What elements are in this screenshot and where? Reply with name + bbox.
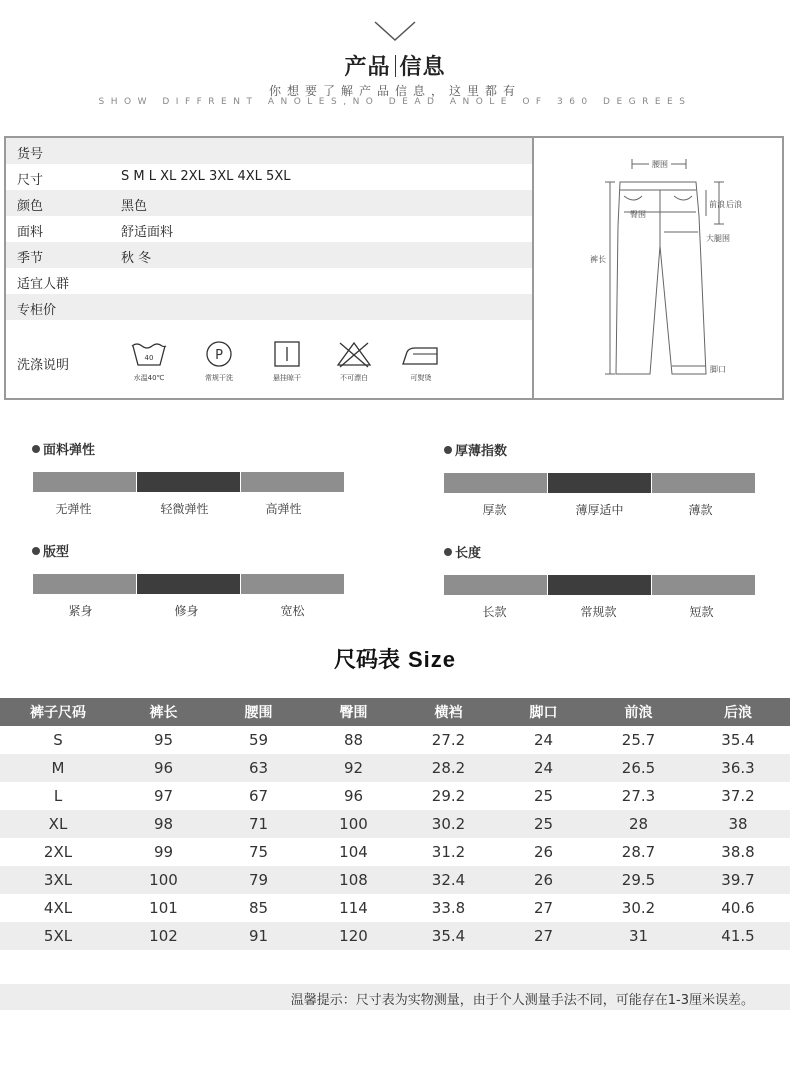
attribute-option: 宽松 bbox=[280, 604, 305, 618]
wash-item bbox=[391, 340, 451, 383]
attribute-segment-selected bbox=[137, 574, 240, 594]
no-bleach-icon bbox=[334, 340, 374, 368]
table-cell: 41.5 bbox=[686, 922, 790, 950]
table-cell: 91 bbox=[211, 922, 306, 950]
table-row bbox=[0, 922, 790, 950]
table-cell: 35.4 bbox=[401, 922, 496, 950]
table-cell: 88 bbox=[343, 731, 364, 749]
info-label: 尺寸 bbox=[17, 173, 44, 188]
table-header-row bbox=[0, 698, 790, 726]
info-value: 黑色 bbox=[121, 199, 148, 214]
attribute-title: 长度 bbox=[444, 542, 481, 561]
product-info-table bbox=[4, 136, 784, 400]
table-cell: 104 bbox=[339, 843, 368, 861]
table-cell: 26 bbox=[496, 866, 591, 894]
subtitle-english: SHOW DIFFRENT ANOLES,NO DEAD ANOLE OF 360 DEGREES bbox=[98, 97, 692, 107]
diagram-hip-label: 臀围 bbox=[630, 210, 646, 219]
attribute-title: 版型 bbox=[32, 541, 69, 560]
attribute-segment bbox=[444, 473, 547, 493]
table-cell: 120 bbox=[306, 922, 401, 950]
table-cell: 38.8 bbox=[721, 843, 755, 861]
table-row bbox=[0, 754, 790, 782]
table-cell: 27 bbox=[533, 899, 554, 917]
table-cell: 26.5 bbox=[591, 754, 686, 782]
wash-caption: 悬挂晾干 bbox=[273, 374, 301, 382]
wash-caption: 不可漂白 bbox=[340, 374, 368, 382]
table-cell: 30.2 bbox=[621, 899, 656, 917]
info-label: 季节 bbox=[17, 251, 44, 266]
attribute-option: 薄厚适中 bbox=[575, 503, 624, 517]
table-cell: 75 bbox=[248, 843, 269, 861]
attribute-option: 薄款 bbox=[688, 503, 713, 517]
attribute-segment-selected bbox=[137, 472, 240, 492]
table-cell: S bbox=[53, 731, 63, 749]
wash-instructions-label: 洗涤说明 bbox=[17, 358, 70, 373]
size-chart-title-en: Size bbox=[407, 647, 457, 672]
table-cell: 26 bbox=[533, 843, 554, 861]
table-cell: 2XL bbox=[43, 843, 73, 861]
tip-text: 温馨提示：尺寸表为实物测量，由于个人测量手法不同，可能存在1-3厘米误差。 bbox=[290, 993, 754, 1008]
table-cell: 67 bbox=[248, 787, 269, 805]
attribute-segment bbox=[652, 473, 755, 493]
bullet-icon bbox=[444, 446, 452, 454]
wash-item bbox=[119, 340, 179, 383]
info-value: S M L XL 2XL 3XL 4XL 5XL bbox=[121, 169, 291, 184]
table-cell: 27.3 bbox=[621, 787, 656, 805]
info-label: 货号 bbox=[17, 147, 44, 162]
table-cell: 100 bbox=[306, 810, 401, 838]
bullet-icon bbox=[32, 547, 40, 555]
column-header: 后浪 bbox=[686, 698, 790, 726]
table-cell: 114 bbox=[339, 899, 368, 917]
table-cell: 96 bbox=[116, 754, 211, 782]
column-header: 脚口 bbox=[496, 698, 591, 726]
attribute-option: 长款 bbox=[482, 605, 507, 619]
info-label: 适宜人群 bbox=[17, 277, 70, 292]
table-cell: 27 bbox=[496, 922, 591, 950]
table-cell: 25 bbox=[496, 810, 591, 838]
info-row bbox=[6, 242, 532, 268]
wash-temp-number: 40 bbox=[144, 354, 154, 362]
table-cell: 38 bbox=[686, 810, 790, 838]
attribute-segment bbox=[241, 472, 344, 492]
attribute-option: 短款 bbox=[689, 605, 714, 619]
table-cell: M bbox=[0, 754, 116, 782]
attribute-segment bbox=[33, 574, 136, 594]
size-table bbox=[0, 698, 790, 950]
table-cell: 79 bbox=[211, 866, 306, 894]
info-divider bbox=[532, 138, 534, 398]
attribute-option: 紧身 bbox=[68, 604, 93, 618]
table-cell: 28 bbox=[591, 810, 686, 838]
table-cell: 27.2 bbox=[431, 731, 466, 749]
info-row bbox=[6, 294, 532, 320]
table-cell: 108 bbox=[306, 866, 401, 894]
column-header: 裤子尺码 bbox=[0, 698, 116, 726]
diagram-back-rise-label: 后浪 bbox=[726, 200, 742, 209]
diagram-length-label: 裤长 bbox=[590, 255, 606, 264]
table-cell: 33.8 bbox=[431, 899, 466, 917]
table-cell: 3XL bbox=[0, 866, 116, 894]
attribute-option: 无弹性 bbox=[55, 502, 92, 516]
table-row bbox=[0, 782, 790, 810]
column-header: 腰围 bbox=[211, 698, 306, 726]
size-chart-title bbox=[0, 643, 790, 674]
section-title bbox=[0, 50, 790, 81]
table-cell: 40.6 bbox=[721, 899, 755, 917]
attribute-segment bbox=[33, 472, 136, 492]
title-left: 产品 bbox=[344, 55, 391, 80]
attribute-title: 厚薄指数 bbox=[444, 440, 507, 459]
table-cell: 28.7 bbox=[621, 843, 656, 861]
table-cell: 28.2 bbox=[401, 754, 496, 782]
bullet-icon bbox=[32, 445, 40, 453]
diagram-waist-label: 腰围 bbox=[652, 160, 668, 169]
attribute-segment-selected bbox=[548, 473, 651, 493]
measurement-tip bbox=[0, 984, 790, 1010]
table-row bbox=[0, 810, 790, 838]
table-cell: 39.7 bbox=[686, 866, 790, 894]
subtitle: 你想要了解产品信息，这里都有 bbox=[268, 84, 521, 98]
table-cell: 37.2 bbox=[721, 787, 755, 805]
column-header: 前浪 bbox=[591, 698, 686, 726]
chevron-down-icon bbox=[373, 20, 417, 42]
column-header: 臀围 bbox=[306, 698, 401, 726]
column-header: 横裆 bbox=[401, 698, 496, 726]
table-cell: 25 bbox=[533, 787, 554, 805]
table-cell: 5XL bbox=[0, 922, 116, 950]
wash-caption: 水温40℃ bbox=[133, 374, 165, 382]
attribute-option: 常规款 bbox=[580, 605, 617, 619]
info-label: 颜色 bbox=[17, 199, 44, 214]
table-cell: 71 bbox=[211, 810, 306, 838]
table-cell: 85 bbox=[248, 899, 269, 917]
attribute-segment bbox=[241, 574, 344, 594]
wash-caption: 常规干洗 bbox=[205, 374, 233, 382]
table-cell: 92 bbox=[306, 754, 401, 782]
column-header: 裤长 bbox=[116, 698, 211, 726]
table-cell: 99 bbox=[153, 843, 174, 861]
info-row bbox=[6, 138, 532, 164]
hang-dry-icon bbox=[267, 340, 307, 368]
attribute-segment bbox=[444, 575, 547, 595]
info-label: 面料 bbox=[17, 225, 44, 240]
iron-icon bbox=[399, 340, 443, 368]
info-row bbox=[6, 268, 532, 294]
size-chart-title-cn: 尺码表 bbox=[333, 648, 400, 673]
info-row bbox=[6, 190, 532, 216]
attribute-option: 轻微弹性 bbox=[160, 502, 209, 516]
table-row bbox=[0, 838, 790, 866]
table-row bbox=[0, 726, 790, 754]
dry-clean-p-icon bbox=[199, 340, 239, 368]
table-cell: 4XL bbox=[43, 899, 73, 917]
title-right: 信息 bbox=[399, 55, 446, 80]
attribute-segment-selected bbox=[548, 575, 651, 595]
wash-caption: 可熨烫 bbox=[410, 374, 432, 382]
table-cell: 97 bbox=[153, 787, 174, 805]
table-cell: 32.4 bbox=[401, 866, 496, 894]
table-cell: 36.3 bbox=[686, 754, 790, 782]
wash-item bbox=[257, 340, 317, 383]
table-cell: 24 bbox=[533, 731, 554, 749]
table-cell: 25.7 bbox=[621, 731, 656, 749]
attribute-option: 厚款 bbox=[482, 503, 507, 517]
attribute-option: 高弹性 bbox=[265, 502, 302, 516]
info-row bbox=[6, 164, 532, 190]
table-cell: 29.2 bbox=[431, 787, 466, 805]
table-row bbox=[0, 866, 790, 894]
pants-measurement-diagram bbox=[546, 146, 774, 390]
table-cell: 100 bbox=[116, 866, 211, 894]
info-row bbox=[6, 216, 532, 242]
table-cell: 95 bbox=[153, 731, 174, 749]
dry-clean-letter: P bbox=[215, 348, 223, 363]
table-cell: L bbox=[53, 787, 63, 805]
diagram-thigh-label: 大腿围 bbox=[706, 234, 730, 243]
table-cell: 59 bbox=[248, 731, 269, 749]
table-cell: 35.4 bbox=[721, 731, 755, 749]
wash-tub-40-icon bbox=[129, 340, 169, 368]
diagram-leg-opening-label: 脚口 bbox=[710, 365, 726, 374]
table-cell: 98 bbox=[116, 810, 211, 838]
attribute-title: 面料弹性 bbox=[32, 439, 95, 458]
attribute-option: 修身 bbox=[174, 604, 199, 618]
table-cell: 96 bbox=[343, 787, 364, 805]
wash-item bbox=[324, 340, 384, 383]
wash-item bbox=[189, 340, 249, 383]
diagram-front-rise-label: 前浪 bbox=[709, 200, 725, 209]
table-cell: 30.2 bbox=[401, 810, 496, 838]
table-cell: 24 bbox=[496, 754, 591, 782]
table-cell: 102 bbox=[116, 922, 211, 950]
table-cell: 101 bbox=[149, 899, 178, 917]
table-cell: 63 bbox=[211, 754, 306, 782]
info-value: 舒适面料 bbox=[121, 225, 174, 240]
table-cell: 29.5 bbox=[591, 866, 686, 894]
table-cell: 31 bbox=[591, 922, 686, 950]
attribute-segment bbox=[652, 575, 755, 595]
table-cell: 31.2 bbox=[431, 843, 466, 861]
info-label: 专柜价 bbox=[17, 303, 57, 318]
bullet-icon bbox=[444, 548, 452, 556]
info-value: 秋 冬 bbox=[121, 251, 152, 266]
table-cell: XL bbox=[0, 810, 116, 838]
table-row bbox=[0, 894, 790, 922]
